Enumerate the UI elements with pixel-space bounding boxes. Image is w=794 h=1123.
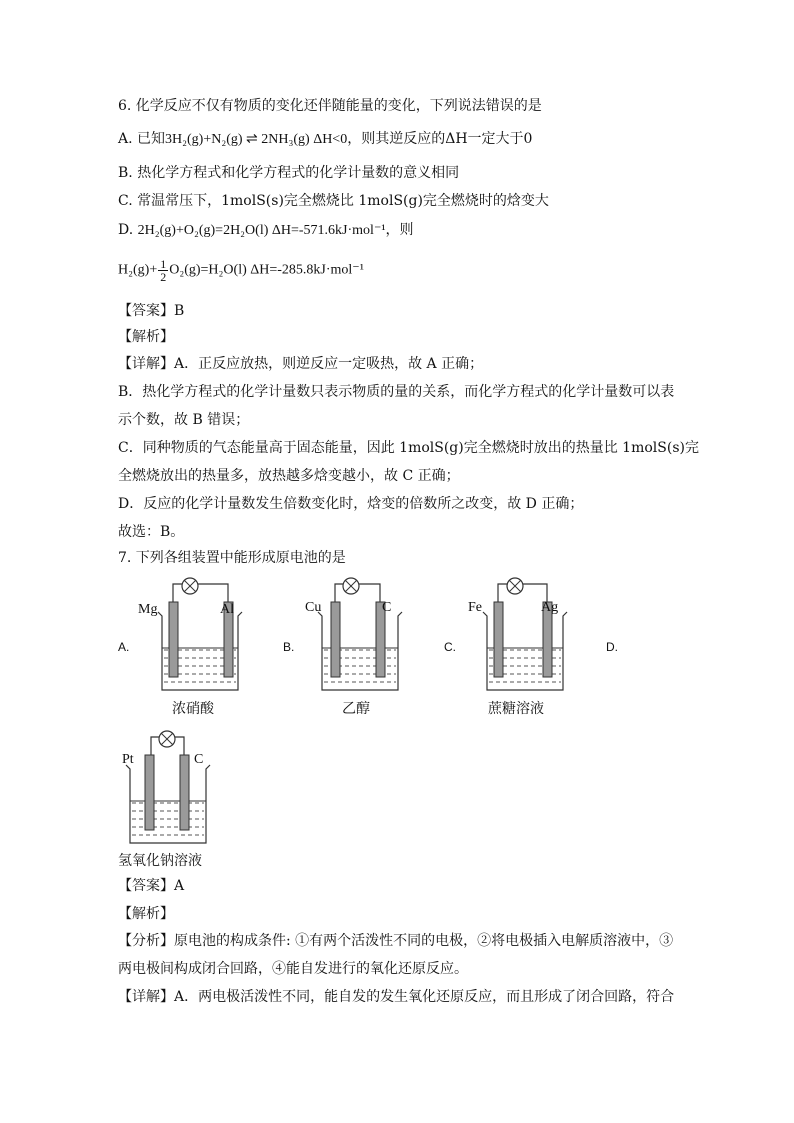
q7-stem: 7. 下列各组装置中能形成原电池的是 bbox=[118, 550, 346, 566]
apparatus-a bbox=[140, 572, 260, 697]
apparatus-d bbox=[118, 725, 238, 850]
fenxi-text: 原电池的构成条件: ①有两个活泼性不同的电极，②将电极插入电解质溶液中，③ bbox=[174, 933, 674, 949]
apparatus-b-option: B. bbox=[283, 640, 295, 654]
detail-tag: 【详解】 bbox=[118, 989, 174, 1005]
electrode-left-label: Pt bbox=[122, 752, 134, 767]
answer-tag: 【答案】 bbox=[118, 878, 174, 894]
apparatus-a-option: A. bbox=[118, 640, 130, 654]
apparatus-b-solution: 乙醇 bbox=[342, 701, 370, 717]
electrode-right-label: C bbox=[194, 752, 204, 767]
apparatus-c-solution: 蔗糖溶液 bbox=[488, 701, 544, 717]
galvanic-cell-diagram bbox=[140, 572, 260, 697]
q6-analysis-tag: 【解析】 bbox=[118, 329, 174, 345]
q6-d-eq2-right: O₂(g)=H₂O(l) ΔH=-285.8kJ·mol⁻¹ bbox=[169, 262, 364, 278]
apparatus-c bbox=[465, 572, 585, 697]
q6-option-b: B. 热化学方程式和化学方程式的化学计量数的意义相同 bbox=[118, 165, 460, 181]
q6-option-c: C. 常温常压下，1molS(s)完全燃烧比 1molS(g)完全燃烧时的焓变大 bbox=[118, 193, 549, 209]
detail-tag: 【详解】 bbox=[118, 356, 174, 372]
apparatus-b bbox=[300, 572, 420, 697]
q6-a-suffix: ，则其逆反应的ΔH一定大于0 bbox=[347, 131, 533, 147]
electrode-right-label: C bbox=[382, 600, 392, 615]
q6-a-equation: 3H₂(g)+N₂(g) ⇌ 2NH₃(g) ΔH<0 bbox=[165, 132, 348, 147]
answer-value: A bbox=[174, 878, 185, 894]
q7-analysis-tag: 【解析】 bbox=[118, 906, 174, 922]
q7-detail-a bbox=[118, 986, 674, 1008]
fraction bbox=[158, 258, 168, 283]
detail-a-text: A．正反应放热，则逆反应一定吸热，故 A 正确； bbox=[174, 356, 484, 372]
q6-d-equation2 bbox=[118, 258, 364, 283]
electrode-left-label: Cu bbox=[305, 600, 322, 615]
fraction-denominator: 2 bbox=[160, 270, 167, 284]
apparatus-d-solution: 氢氧化钠溶液 bbox=[118, 853, 202, 869]
q6-detail-c1: C．同种物质的气态能量高于固态能量，因此 1molS(g)完全燃烧时放出的热量比 1molS(s)完 bbox=[118, 440, 699, 456]
apparatus-c-option: C. bbox=[444, 640, 456, 654]
apparatus-d-option: D. bbox=[606, 640, 618, 654]
q6-option-a bbox=[118, 128, 532, 151]
galvanic-cell-diagram bbox=[118, 725, 238, 850]
q6-option-d bbox=[118, 219, 414, 242]
q7-fenxi1 bbox=[118, 930, 673, 952]
q6-detail-d: D．反应的化学计量数发生倍数变化时，焓变的倍数所之改变，故 D 正确； bbox=[118, 496, 584, 512]
electrode-left-label: Fe bbox=[468, 600, 482, 615]
detail-a-text: A．两电极活泼性不同，能自发的发生氧化还原反应，而且形成了闭合回路，符合 bbox=[174, 989, 675, 1005]
electrode-right-label: Al bbox=[220, 602, 234, 617]
electrode-right-label: Ag bbox=[541, 600, 559, 615]
q7-fenxi2: 两电极间构成闭合回路，④能自发进行的氧化还原反应。 bbox=[118, 961, 468, 977]
q6-stem: 6. 化学反应不仅有物质的变化还伴随能量的变化，下列说法错误的是 bbox=[118, 98, 542, 114]
q7-answer bbox=[118, 875, 184, 897]
q6-d-suffix: ，则 bbox=[385, 222, 414, 238]
apparatus-a-solution: 浓硝酸 bbox=[172, 701, 214, 717]
electrode-left-label: Mg bbox=[138, 602, 158, 617]
fraction-numerator: 1 bbox=[160, 257, 167, 271]
galvanic-cell-diagram bbox=[300, 572, 420, 697]
fenxi-tag: 【分析】 bbox=[118, 933, 174, 949]
q6-choose: 故选：B。 bbox=[118, 524, 185, 540]
q6-detail-b1: B．热化学方程式的化学计量数只表示物质的量的关系，而化学方程式的化学计量数可以表 bbox=[118, 384, 675, 400]
galvanic-cell-diagram bbox=[465, 572, 585, 697]
q6-d-equation1: 2H₂(g)+O₂(g)=2H₂O(l) ΔH=-571.6kJ·mol⁻¹ bbox=[137, 223, 386, 238]
q6-detail-c2: 全燃烧放出的热量多，放热越多焓变越小，故 C 正确； bbox=[118, 468, 460, 484]
answer-tag: 【答案】 bbox=[118, 303, 174, 319]
q6-detail-b2: 示个数，故 B 错误； bbox=[118, 412, 250, 428]
q6-detail-a bbox=[118, 353, 483, 375]
answer-value: B bbox=[174, 303, 185, 319]
q6-a-prefix: A. 已知 bbox=[118, 131, 166, 147]
q6-d-eq2-left: H₂(g)+ bbox=[118, 262, 158, 278]
q6-d-prefix: D. bbox=[118, 222, 134, 238]
q6-answer bbox=[118, 300, 184, 322]
